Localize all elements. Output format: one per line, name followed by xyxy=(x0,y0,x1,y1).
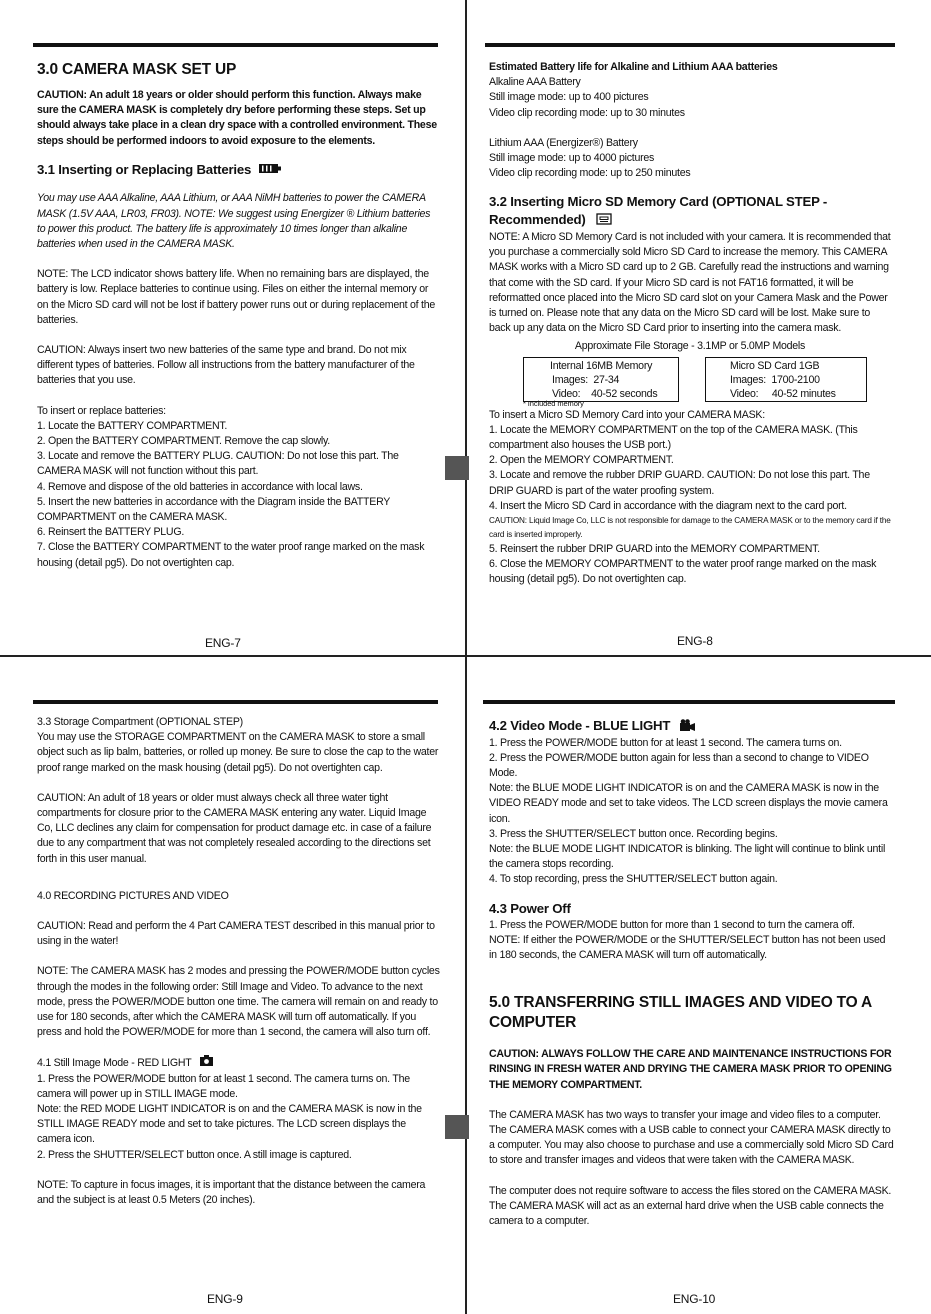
page-eng-10-body xyxy=(489,717,894,1229)
box-video: Video: 40-52 minutes xyxy=(730,387,836,400)
box-title: Micro SD Card 1GB xyxy=(730,359,820,372)
list-item: 7. Close the BATTERY COMPARTMENT to the water proof range marked on the mask housing (detail pg5). Do not overtighten cap. xyxy=(37,541,425,569)
section-title: 5.0 TRANSFERRING STILL IMAGES AND VIDEO TO A COMPUTER xyxy=(489,994,872,1032)
list-item: 1. Press the POWER/MODE button for at least 1 second. The camera turns on. The camera will power up in STILL IMAGE mode. xyxy=(37,1072,410,1100)
camera-test-caution: CAUTION: Read and perform the 4 Part CAMERA TEST described in this manual prior to using in the water! xyxy=(37,920,435,948)
transfer-paragraph: The computer does not require software to access the files stored on the CAMERA MASK. The CAMERA MASK will act as an external hard drive when the USB cable connects the camera to a computer. xyxy=(489,1184,892,1227)
top-rule xyxy=(33,700,438,704)
list-item: 1. Locate the MEMORY COMPARTMENT on the top of the CAMERA MASK. (This compartment also houses the USB port.) xyxy=(489,423,858,451)
steps-intro: To insert a Micro SD Memory Card into your CAMERA MASK: xyxy=(489,408,765,421)
camera-icon xyxy=(200,1055,213,1071)
battery-life-title: Estimated Battery life for Alkaline and Lithium AAA batteries xyxy=(489,61,778,73)
page-eng-7 xyxy=(0,0,465,655)
text-line: Lithium AAA (Energizer®) Battery xyxy=(489,136,638,149)
subsection-title-continued xyxy=(489,211,891,230)
battery-icon xyxy=(259,161,281,179)
list-item: 4. Insert the Micro SD Card in accordance with the diagram next to the card port. xyxy=(489,499,847,512)
list-item: 3. Locate and remove the BATTERY PLUG. CAUTION: Do not lose this part. The CAMERA MASK will not function without this part. xyxy=(37,450,399,478)
list-item: 2. Press the POWER/MODE button again for less than a second to change to VIDEO Mode. xyxy=(489,751,869,779)
subsection-title xyxy=(37,161,439,180)
list-item: 1. Press the POWER/MODE button for more than 1 second to turn the camera off. xyxy=(489,918,855,931)
caution-paragraph: CAUTION: An adult of 18 years or older must always check all three water tight compartments for closure prior to the CAMERA MASK entering any water. Liquid Image Co, LLC declines any claim for compensation for product damage etc. in case of a failure due to any compartment that was not completely resealed according to the directions set forth in this user manual. xyxy=(37,791,432,865)
storage-table-title: Approximate File Storage - 3.1MP or 5.0MP Models xyxy=(574,340,806,353)
list-item: 5. Insert the new batteries in accordance with the Diagram inside the BATTERY COMPARTMENT on the CAMERA MASK. xyxy=(37,495,390,523)
subsection-title: 4.3 Power Off xyxy=(489,900,571,916)
top-rule xyxy=(485,43,895,47)
steps-intro: To insert or replace batteries: xyxy=(37,404,166,417)
page-number: ENG-10 xyxy=(673,1292,716,1306)
box-video: Video: 40-52 seconds xyxy=(552,387,658,400)
storage-table xyxy=(489,357,891,399)
subsection-title-text: 4.1 Still Image Mode - RED LIGHT xyxy=(37,1057,192,1070)
top-rule xyxy=(483,700,895,704)
subsection-title xyxy=(37,1055,442,1071)
storage-title: 3.3 Storage Compartment (OPTIONAL STEP) xyxy=(37,716,243,728)
list-item: Note: the RED MODE LIGHT INDICATOR is on and the CAMERA MASK is now in the STILL IMAGE READY mode and set to take pictures. The LCD screen displays the camera icon. xyxy=(37,1103,422,1146)
subsection-title-text: 4.2 Video Mode - BLUE LIGHT xyxy=(489,718,671,733)
footnote: * Included memory xyxy=(523,398,584,408)
subsection-title-text: 3.1 Inserting or Replacing Batteries xyxy=(37,161,252,177)
sd-card-icon xyxy=(596,212,612,230)
box-images: Images: 1700-2100 xyxy=(730,373,820,386)
text-line: Still image mode: up to 4000 pictures xyxy=(489,152,655,165)
list-item: Note: the BLUE MODE LIGHT INDICATOR is blinking. The light will continue to blink until the camera stops recording. xyxy=(489,842,886,871)
section-title: 4.0 RECORDING PICTURES AND VIDEO xyxy=(37,889,229,902)
video-camera-icon xyxy=(680,718,695,736)
list-item: 6. Close the MEMORY COMPARTMENT to the water proof range marked on the mask housing (detail pg5). Do not overtighten cap. xyxy=(489,558,877,586)
top-rule xyxy=(33,43,438,47)
caution-paragraph: CAUTION: ALWAYS FOLLOW THE CARE AND MAINTENANCE INSTRUCTIONS FOR RINSING IN FRESH WATER AND DRYING THE CAMERA MASK PRIOR TO OPENING THE MEMORY COMPARTMENT. xyxy=(489,1048,892,1091)
caution-paragraph: CAUTION: An adult 18 years or older should perform this function. Always make sure the CAMERA MASK is completely dry before performing these steps. Set up should always take place in a clean dry space with a controlled environment. These steps should be performed indoors to avoid exposure to the elements. xyxy=(37,89,437,147)
modes-note: NOTE: The CAMERA MASK has 2 modes and pressing the POWER/MODE button cycles through the modes in the following order: Still Image and Video. To advance to the next mode, press the POWER/MODE button one time. The camera will remain on and ready to use for 180 seconds, after which the CAMERA MASK will turn off automatically. If you press and hold the POWER/MODE for more than 1 second, the camera will also turn off. xyxy=(37,965,440,1039)
focus-note: NOTE: To capture in focus images, it is important that the distance between the camera and the subject is at least 0.5 Meters (20 inches). xyxy=(37,1178,426,1207)
internal-memory-box xyxy=(523,357,679,402)
small-caution: CAUTION: Liquid Image Co, LLC is not responsible for damage to the CAMERA MASK or to the memory card if the card is inserted improperly. xyxy=(489,515,891,539)
page-eng-9-body xyxy=(37,715,442,1208)
list-item: Note: the BLUE MODE LIGHT INDICATOR is on and the CAMERA MASK is now in the VIDEO READY mode and set to take videos. The LCD screen displays the movie camera icon. xyxy=(489,782,888,825)
page-eng-10 xyxy=(467,657,931,1314)
list-item: 3. Locate and remove the rubber DRIP GUARD. CAUTION: Do not lose this part. The DRIP GUARD is part of the water proofing system. xyxy=(489,469,870,497)
battery-type-note: You may use AAA Alkaline, AAA Lithium, or AAA NiMH batteries to power the CAMERA MASK (1.5V AAA, LR03, FR03). NOTE: We suggest using Energizer ® Lithium batteries to power this product. The battery life is approximately 10 times longer than alkaline batteries when used in the CAMERA MASK. xyxy=(37,192,431,250)
page-eng-9 xyxy=(0,657,465,1314)
page-eng-8 xyxy=(467,0,931,655)
subsection-title xyxy=(489,717,894,736)
list-item: NOTE: If either the POWER/MODE or the SHUTTER/SELECT button has not been used in 180 seconds, the CAMERA MASK will turn off automatically. xyxy=(489,933,886,961)
sd-note: NOTE: A Micro SD Memory Card is not included with your camera. It is recommended that you purchase a commercially sold Micro SD Card to increase the memory. This CAMERA MASK works with a Micro SD card up to 2 GB. Carefully read the instructions and warning that come with the SD card. If your Micro SD card is not FAT16 formatted, it will be reformatted once placed into the Micro SD card slot on your Camera Mask and the Power is turned on. Please note that any data on the Micro SD card will be lost. Make sure to back up any data on the Micro SD Card prior to inserting into the camera mask. xyxy=(489,230,891,335)
text-line: Still image mode: up to 400 pictures xyxy=(489,91,649,104)
page-eng-8-body xyxy=(489,60,891,588)
page-number: ENG-7 xyxy=(205,636,241,650)
page-eng-7-body xyxy=(37,60,439,571)
section-title: 3.0 CAMERA MASK SET UP xyxy=(37,61,237,78)
box-title: Internal 16MB Memory xyxy=(550,359,653,372)
list-item: 2. Open the MEMORY COMPARTMENT. xyxy=(489,454,674,467)
subsection-title: 3.2 Inserting Micro SD Memory Card (OPTIONAL STEP - xyxy=(489,194,828,210)
list-item: 1. Locate the BATTERY COMPARTMENT. xyxy=(37,419,228,432)
transfer-paragraph: The CAMERA MASK has two ways to transfer your image and video files to a computer. The CAMERA MASK comes with a USB cable to connect your CAMERA MASK directly to a computer. You may also choose to purchase and use a commercially sold Micro SD Card to store and transfer images and videos that were taken with the CAMERA MASK. xyxy=(489,1108,894,1167)
list-item: 1. Press the POWER/MODE button for at least 1 second. The camera turns on. xyxy=(489,736,842,749)
list-item: 5. Reinsert the rubber DRIP GUARD into the MEMORY COMPARTMENT. xyxy=(489,542,820,555)
sd-card-box xyxy=(705,357,867,402)
list-item: 2. Open the BATTERY COMPARTMENT. Remove the cap slowly. xyxy=(37,434,330,447)
list-item: 4. To stop recording, press the SHUTTER/SELECT button again. xyxy=(489,873,778,886)
box-images: Images: 27-34 xyxy=(552,373,620,386)
text-line: Video clip recording mode: up to 250 minutes xyxy=(489,167,691,180)
list-item: 2. Press the SHUTTER/SELECT button once. A still image is captured. xyxy=(37,1148,352,1161)
page-number: ENG-9 xyxy=(207,1292,243,1306)
storage-text: You may use the STORAGE COMPARTMENT on the CAMERA MASK to store a small object such as lip balm, batteries, or rolled up money. Be sure to close the cap to the water proof range marked on the mask housing (detail pg5). Do not overtighten cap. xyxy=(37,731,439,774)
lcd-note: NOTE: The LCD indicator shows battery life. When no remaining bars are displayed, the battery is low. Replace batteries to continue using. Files on either the internal memory or on the Micro SD card will not be lost if battery power runs out or during replacement of the batteries. xyxy=(37,268,436,326)
text-line: Video clip recording mode: up to 30 minutes xyxy=(489,106,685,119)
list-item: 3. Press the SHUTTER/SELECT button once. Recording begins. xyxy=(489,827,778,840)
list-item: 4. Remove and dispose of the old batteries in accordance with local laws. xyxy=(37,480,363,493)
list-item: 6. Reinsert the BATTERY PLUG. xyxy=(37,526,185,539)
mix-caution: CAUTION: Always insert two new batteries of the same type and brand. Do not mix different types of batteries. Follow all instructions from the battery manufacturer of the batteries that you use. xyxy=(37,343,415,387)
page-number: ENG-8 xyxy=(677,634,713,648)
text-line: Alkaline AAA Battery xyxy=(489,76,581,89)
subsection-title-text: Recommended) xyxy=(489,212,586,228)
